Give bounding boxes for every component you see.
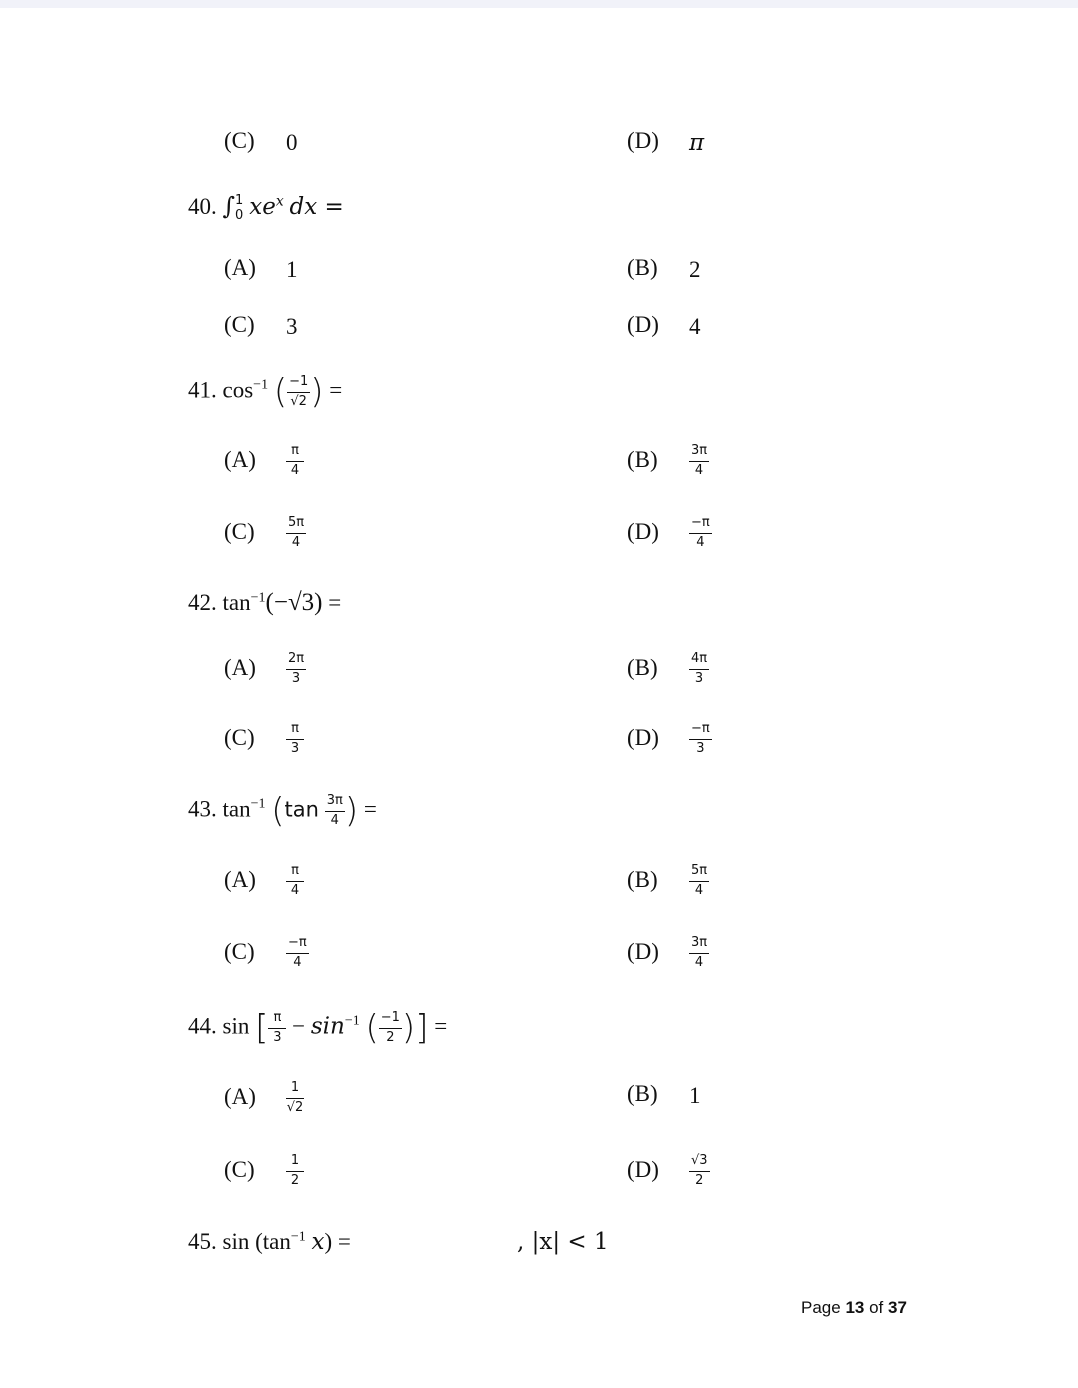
option-value (286, 722, 304, 757)
page-footer (801, 1298, 907, 1318)
question-number: 45. (188, 1229, 217, 1254)
option-a (224, 444, 304, 479)
option-d (627, 936, 709, 971)
numerator: 3π (689, 936, 709, 954)
inner-function: tan (284, 797, 319, 822)
question-42 (0, 589, 1078, 629)
option-label: (A) (224, 654, 256, 680)
lower-limit: 0 (235, 207, 244, 223)
question-40-options-ab (0, 255, 1078, 295)
option-label: (D) (627, 724, 659, 750)
option-label: (D) (627, 312, 659, 337)
question-number: 41. (188, 377, 217, 403)
numerator: 3π (689, 444, 709, 462)
paren-close: ) (401, 1008, 416, 1048)
question-43 (0, 791, 1078, 837)
option-label: (C) (224, 128, 255, 153)
option-value (689, 864, 709, 899)
condition-text: , |x| < 1 (517, 1229, 609, 1255)
question-45-text (188, 1229, 351, 1255)
numerator: π (286, 864, 304, 882)
inner-function: sin (310, 1013, 345, 1040)
question-45-condition (517, 1229, 609, 1255)
numerator: −π (689, 516, 712, 534)
exponent: −1 (250, 590, 266, 606)
bracket-close: ] (415, 1008, 429, 1048)
option-label: (A) (224, 866, 256, 892)
paren-close: ) (310, 372, 324, 412)
option-label: (C) (224, 312, 255, 337)
function-name: tan (222, 590, 251, 615)
function-name: sin (222, 1013, 250, 1039)
denominator: 2 (290, 1172, 300, 1188)
question-40 (0, 192, 1078, 232)
question-44-options-ab (0, 1081, 1078, 1131)
numerator: 2π (286, 652, 306, 670)
numerator: 1 (286, 1154, 304, 1172)
paren-open: ( (273, 372, 288, 412)
denominator: √2 (290, 393, 307, 409)
option-d (627, 722, 712, 757)
equals-sign: = (434, 1013, 448, 1039)
option-label: (B) (627, 1081, 658, 1106)
question-40-text (188, 192, 344, 223)
option-b (627, 652, 709, 687)
exponent: −1 (344, 1013, 360, 1029)
option-a (224, 255, 298, 283)
numerator: −1 (287, 375, 310, 393)
option-b (627, 255, 701, 283)
denominator: 3 (694, 670, 704, 686)
equals-sign: = (363, 796, 377, 822)
numerator: −π (689, 722, 712, 740)
numerator: π (286, 722, 304, 740)
option-value: 0 (286, 129, 298, 155)
bracket-open: [ (255, 1008, 269, 1048)
option-label: (D) (627, 1156, 659, 1182)
option-d (627, 128, 704, 156)
argument-fraction (325, 794, 345, 829)
numerator: π (286, 444, 304, 462)
numerator: 3π (325, 794, 345, 812)
option-value (286, 516, 306, 551)
paren-close: ) (344, 791, 359, 831)
equals-sign: = (328, 590, 342, 615)
option-c (224, 516, 306, 551)
option-label: (A) (224, 1083, 256, 1109)
exponent: −1 (290, 1229, 306, 1245)
top-edge-bar (0, 0, 1078, 8)
option-value: π (689, 129, 705, 156)
option-value (689, 516, 712, 551)
option-a (224, 1081, 304, 1116)
option-label: (B) (627, 654, 658, 680)
option-d (627, 516, 712, 551)
variable: x (311, 1229, 325, 1255)
denominator: 4 (293, 954, 302, 970)
denominator: 4 (694, 462, 704, 478)
option-b (627, 1081, 701, 1109)
integral-limits (235, 194, 243, 223)
option-label: (C) (224, 724, 255, 750)
question-41-options-ab (0, 444, 1078, 494)
question-44-text (188, 1008, 447, 1048)
exponent: −1 (253, 377, 269, 393)
question-42-options-cd (0, 722, 1078, 772)
upper-limit: 1 (235, 193, 244, 209)
of-word: of (869, 1298, 884, 1317)
numerator: −π (286, 936, 309, 954)
denominator: 3 (696, 740, 705, 756)
paren-open: ( (271, 791, 285, 831)
question-39-options-cd (0, 128, 1078, 168)
question-number: 44. (188, 1013, 217, 1039)
option-label: (D) (627, 938, 659, 964)
paren-open: ( (365, 1008, 379, 1048)
option-b (627, 444, 709, 479)
numerator: −1 (379, 1011, 402, 1029)
option-label: (B) (627, 446, 658, 472)
denominator: √2 (286, 1099, 304, 1115)
question-number: 42. (188, 590, 217, 615)
option-label: (C) (224, 518, 255, 544)
exponent: −1 (250, 796, 266, 812)
denominator: 4 (696, 534, 705, 550)
option-value: 3 (286, 313, 298, 339)
numerator: π (268, 1011, 286, 1029)
denominator: 3 (290, 740, 300, 756)
denominator: 4 (290, 882, 300, 898)
option-value (689, 652, 709, 687)
inner-function: (tan (255, 1229, 291, 1254)
option-label: (C) (224, 938, 255, 964)
numerator: 5π (689, 864, 709, 882)
option-value (286, 1081, 304, 1116)
option-a (224, 864, 304, 899)
option-d (627, 312, 701, 340)
question-41-text (188, 372, 342, 412)
denominator: 4 (290, 462, 300, 478)
second-fraction (379, 1011, 402, 1046)
numerator: 5π (286, 516, 306, 534)
argument: (−√3) (265, 589, 323, 616)
minus-sign: − (292, 1013, 306, 1039)
current-page: 13 (845, 1298, 865, 1317)
numerator: 1 (286, 1081, 304, 1099)
option-value (286, 444, 304, 479)
option-label: (C) (224, 1156, 255, 1182)
denominator: 2 (695, 1172, 704, 1188)
question-44 (0, 1008, 1078, 1054)
option-value: 2 (689, 256, 701, 282)
denominator: 3 (273, 1029, 282, 1045)
argument-fraction (287, 375, 310, 410)
option-a (224, 652, 306, 687)
numerator: √3 (689, 1154, 710, 1172)
question-41 (0, 372, 1078, 418)
integral-tail: dx = (289, 194, 344, 220)
page-word: Page (801, 1298, 841, 1317)
option-c (224, 128, 298, 156)
option-value (286, 864, 304, 899)
option-label: (A) (224, 255, 256, 280)
option-c (224, 722, 304, 757)
question-44-options-cd (0, 1154, 1078, 1204)
expression-close: ) = (324, 1229, 351, 1254)
option-value (689, 936, 709, 971)
question-43-options-ab (0, 864, 1078, 914)
denominator: 2 (386, 1029, 395, 1045)
option-c (224, 936, 309, 971)
denominator: 4 (330, 812, 339, 828)
option-label: (B) (627, 866, 658, 892)
question-45 (0, 1229, 1078, 1269)
option-label: (D) (627, 128, 659, 153)
equals-sign: = (329, 377, 343, 403)
question-number: 40. (188, 194, 217, 219)
option-value (286, 936, 309, 971)
numerator: 4π (689, 652, 709, 670)
integrand: xe (249, 194, 276, 220)
integral-sign: ∫ (222, 192, 236, 220)
denominator: 3 (291, 670, 301, 686)
option-label: (B) (627, 255, 658, 280)
exponent: x (275, 193, 284, 210)
denominator: 4 (291, 534, 301, 550)
option-b (627, 864, 709, 899)
option-c (224, 312, 298, 340)
option-value (286, 1154, 304, 1189)
option-value (689, 722, 712, 757)
question-43-options-cd (0, 936, 1078, 986)
question-number: 43. (188, 796, 217, 822)
option-c (224, 1154, 304, 1189)
function-name: tan (222, 796, 251, 822)
option-d (627, 1154, 710, 1189)
denominator: 4 (694, 954, 704, 970)
total-pages: 37 (888, 1298, 907, 1317)
function-name: sin (222, 1229, 250, 1254)
option-label: (A) (224, 446, 256, 472)
question-43-text (188, 791, 377, 831)
option-label: (D) (627, 518, 659, 544)
option-value: 1 (286, 256, 298, 282)
first-fraction (268, 1011, 286, 1046)
option-value (286, 652, 306, 687)
denominator: 4 (694, 882, 704, 898)
question-42-options-ab (0, 652, 1078, 702)
function-name: cos (222, 377, 254, 403)
option-value (689, 444, 709, 479)
option-value: 1 (689, 1082, 701, 1108)
option-value (689, 1154, 710, 1189)
question-41-options-cd (0, 516, 1078, 566)
question-42-text (188, 589, 341, 617)
question-40-options-cd (0, 312, 1078, 352)
option-value: 4 (689, 313, 701, 339)
